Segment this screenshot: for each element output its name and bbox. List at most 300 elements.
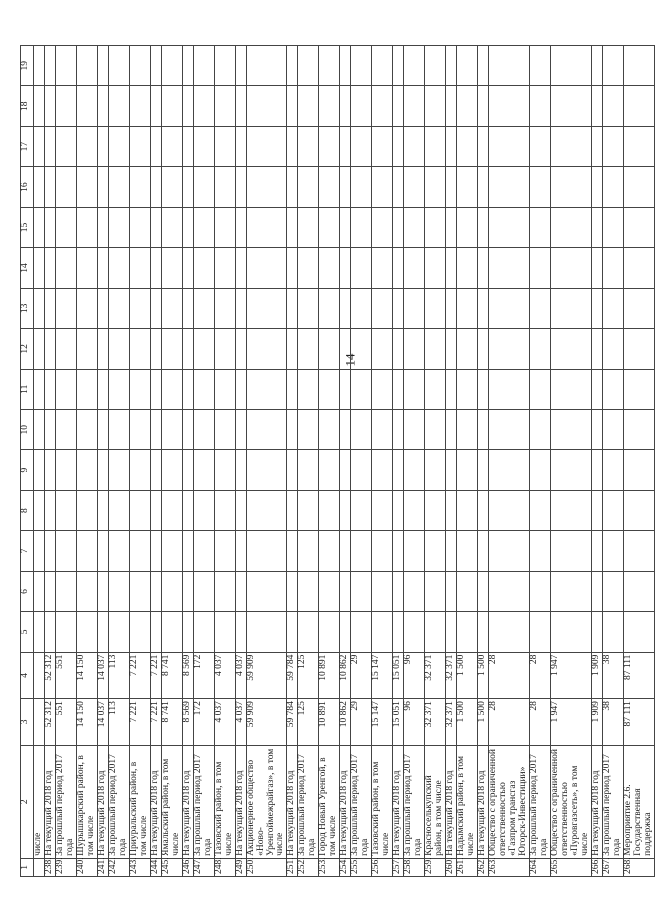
table-row bbox=[591, 46, 602, 877]
empty-cell bbox=[76, 207, 97, 247]
table-row bbox=[287, 46, 298, 877]
empty-cell bbox=[393, 288, 404, 328]
value-col-4-cell: 8 741 bbox=[161, 652, 182, 699]
empty-cell bbox=[235, 490, 246, 530]
value-col-4-cell: 113 bbox=[108, 652, 129, 699]
empty-cell bbox=[76, 46, 97, 86]
empty-cell bbox=[550, 612, 591, 652]
empty-cell bbox=[214, 167, 235, 207]
column-header: 10 bbox=[21, 409, 34, 449]
value-col-4-cell: 32 371 bbox=[446, 652, 457, 699]
empty-cell bbox=[214, 86, 235, 126]
value-col-4-cell: 15 147 bbox=[372, 652, 393, 699]
empty-cell bbox=[489, 531, 530, 571]
row-number-cell: 251. bbox=[287, 858, 298, 876]
empty-cell bbox=[425, 409, 446, 449]
row-name-cell: На текущий 2018 год bbox=[478, 745, 489, 858]
table-row bbox=[56, 46, 77, 877]
table-row bbox=[76, 46, 97, 877]
value-col-3-cell: 10 862 bbox=[340, 699, 351, 746]
empty-cell bbox=[34, 46, 45, 86]
empty-cell bbox=[34, 86, 45, 126]
empty-cell bbox=[623, 46, 654, 86]
empty-cell bbox=[182, 126, 193, 166]
row-number-cell: 260. bbox=[446, 858, 457, 876]
empty-cell bbox=[34, 571, 45, 611]
empty-cell bbox=[425, 126, 446, 166]
empty-cell bbox=[457, 369, 478, 409]
empty-cell bbox=[602, 531, 623, 571]
value-col-3-cell: 125 bbox=[298, 699, 319, 746]
value-col-3-cell: 29 bbox=[351, 699, 372, 746]
empty-cell bbox=[246, 46, 287, 86]
value-col-4-cell: 7 221 bbox=[150, 652, 161, 699]
empty-cell bbox=[76, 571, 97, 611]
empty-cell bbox=[129, 167, 150, 207]
empty-cell bbox=[150, 207, 161, 247]
empty-cell bbox=[623, 126, 654, 166]
value-col-3-cell: 32 371 bbox=[446, 699, 457, 746]
empty-cell bbox=[351, 369, 372, 409]
row-number-cell: 240. bbox=[76, 858, 97, 876]
value-col-3-cell: 52 312 bbox=[45, 699, 56, 746]
empty-cell bbox=[550, 46, 591, 86]
empty-cell bbox=[529, 126, 550, 166]
empty-cell bbox=[446, 288, 457, 328]
empty-cell bbox=[372, 612, 393, 652]
empty-cell bbox=[340, 167, 351, 207]
empty-cell bbox=[591, 531, 602, 571]
empty-cell bbox=[602, 490, 623, 530]
empty-cell bbox=[150, 167, 161, 207]
empty-cell bbox=[623, 531, 654, 571]
empty-cell bbox=[246, 571, 287, 611]
empty-cell bbox=[182, 207, 193, 247]
column-header: 15 bbox=[21, 207, 34, 247]
column-header: 3 bbox=[21, 699, 34, 746]
value-col-4-cell: 14 037 bbox=[97, 652, 108, 699]
empty-cell bbox=[76, 86, 97, 126]
empty-cell bbox=[340, 369, 351, 409]
empty-cell bbox=[529, 248, 550, 288]
value-col-3-cell: 8 569 bbox=[182, 699, 193, 746]
value-col-3-cell: 28 bbox=[529, 699, 550, 746]
empty-cell bbox=[108, 86, 129, 126]
empty-cell bbox=[150, 369, 161, 409]
empty-cell bbox=[287, 450, 298, 490]
empty-cell bbox=[298, 126, 319, 166]
empty-cell bbox=[193, 329, 214, 369]
empty-cell bbox=[591, 207, 602, 247]
value-col-3-cell: 10 891 bbox=[319, 699, 340, 746]
empty-cell bbox=[602, 450, 623, 490]
empty-cell bbox=[129, 86, 150, 126]
empty-cell bbox=[404, 207, 425, 247]
empty-cell bbox=[319, 126, 340, 166]
empty-cell bbox=[298, 248, 319, 288]
empty-cell bbox=[319, 207, 340, 247]
empty-cell bbox=[45, 490, 56, 530]
empty-cell bbox=[623, 450, 654, 490]
empty-cell bbox=[97, 329, 108, 369]
empty-cell bbox=[425, 167, 446, 207]
empty-cell bbox=[108, 490, 129, 530]
table-row bbox=[602, 46, 623, 877]
empty-cell bbox=[97, 207, 108, 247]
empty-cell bbox=[457, 86, 478, 126]
table-row bbox=[457, 46, 478, 877]
row-name-cell: Мероприятие 2.6. Государственная поддержка bbox=[623, 745, 654, 858]
empty-cell bbox=[298, 167, 319, 207]
empty-cell bbox=[298, 288, 319, 328]
row-number-cell: 253. bbox=[319, 858, 340, 876]
empty-cell bbox=[457, 288, 478, 328]
empty-cell bbox=[108, 612, 129, 652]
empty-cell bbox=[372, 490, 393, 530]
empty-cell bbox=[446, 207, 457, 247]
value-col-4-cell: 52 312 bbox=[45, 652, 56, 699]
empty-cell bbox=[287, 571, 298, 611]
empty-cell bbox=[372, 207, 393, 247]
empty-cell bbox=[193, 369, 214, 409]
value-col-3-cell: 38 bbox=[602, 699, 623, 746]
empty-cell bbox=[478, 369, 489, 409]
row-number-cell: 254. bbox=[340, 858, 351, 876]
empty-cell bbox=[56, 248, 77, 288]
value-col-4-cell: 1 500 bbox=[457, 652, 478, 699]
row-name-cell: На текущий 2018 год bbox=[97, 745, 108, 858]
empty-cell bbox=[319, 86, 340, 126]
empty-cell bbox=[489, 126, 530, 166]
empty-cell bbox=[457, 409, 478, 449]
empty-cell bbox=[529, 369, 550, 409]
empty-cell bbox=[550, 288, 591, 328]
empty-cell bbox=[393, 450, 404, 490]
empty-cell bbox=[150, 612, 161, 652]
row-name-cell: Приуральский район, в том числе bbox=[129, 745, 150, 858]
empty-cell bbox=[214, 248, 235, 288]
empty-cell bbox=[457, 450, 478, 490]
empty-cell bbox=[129, 409, 150, 449]
empty-cell bbox=[246, 167, 287, 207]
empty-cell bbox=[161, 369, 182, 409]
empty-cell bbox=[108, 288, 129, 328]
empty-cell bbox=[161, 248, 182, 288]
empty-cell bbox=[246, 409, 287, 449]
row-number-cell: 245. bbox=[161, 858, 182, 876]
empty-cell bbox=[150, 531, 161, 571]
empty-cell bbox=[45, 369, 56, 409]
empty-cell bbox=[457, 612, 478, 652]
empty-cell bbox=[372, 571, 393, 611]
empty-cell bbox=[161, 531, 182, 571]
row-number-cell: 252. bbox=[298, 858, 319, 876]
empty-cell bbox=[393, 207, 404, 247]
empty-cell bbox=[298, 86, 319, 126]
empty-cell bbox=[340, 571, 351, 611]
empty-cell bbox=[457, 531, 478, 571]
value-col-3-cell: 14 037 bbox=[97, 699, 108, 746]
empty-cell bbox=[425, 329, 446, 369]
empty-cell bbox=[529, 329, 550, 369]
empty-cell bbox=[45, 248, 56, 288]
empty-cell bbox=[351, 248, 372, 288]
empty-cell bbox=[45, 612, 56, 652]
column-header: 8 bbox=[21, 490, 34, 530]
empty-cell bbox=[235, 126, 246, 166]
empty-cell bbox=[340, 329, 351, 369]
empty-cell bbox=[235, 369, 246, 409]
empty-cell bbox=[34, 329, 45, 369]
table-row bbox=[45, 46, 56, 877]
empty-cell bbox=[56, 450, 77, 490]
empty-cell bbox=[287, 531, 298, 571]
empty-cell bbox=[425, 571, 446, 611]
table-row bbox=[623, 46, 654, 877]
table-row bbox=[298, 46, 319, 877]
empty-cell bbox=[550, 167, 591, 207]
row-name-cell: За прошлый период 2017 года bbox=[298, 745, 319, 858]
empty-cell bbox=[489, 46, 530, 86]
empty-cell bbox=[340, 288, 351, 328]
empty-cell bbox=[351, 86, 372, 126]
value-col-3-cell: 7 221 bbox=[150, 699, 161, 746]
value-col-3-cell: 14 150 bbox=[76, 699, 97, 746]
table-row bbox=[351, 46, 372, 877]
value-col-4-cell: 1 947 bbox=[550, 652, 591, 699]
table-row bbox=[319, 46, 340, 877]
empty-cell bbox=[214, 126, 235, 166]
empty-cell bbox=[319, 288, 340, 328]
empty-cell bbox=[550, 207, 591, 247]
value-col-4-cell: 96 bbox=[404, 652, 425, 699]
empty-cell bbox=[45, 207, 56, 247]
empty-cell bbox=[287, 612, 298, 652]
empty-cell bbox=[478, 490, 489, 530]
empty-cell bbox=[56, 86, 77, 126]
empty-cell bbox=[97, 46, 108, 86]
empty-cell bbox=[298, 409, 319, 449]
empty-cell bbox=[246, 126, 287, 166]
value-col-4-cell: 125 bbox=[298, 652, 319, 699]
value-col-4-cell: 15 051 bbox=[393, 652, 404, 699]
empty-cell bbox=[404, 409, 425, 449]
empty-cell bbox=[591, 369, 602, 409]
empty-cell bbox=[97, 369, 108, 409]
empty-cell bbox=[298, 531, 319, 571]
column-header: 6 bbox=[21, 571, 34, 611]
empty-cell bbox=[150, 86, 161, 126]
empty-cell bbox=[34, 248, 45, 288]
empty-cell bbox=[404, 288, 425, 328]
value-col-4-cell: 172 bbox=[193, 652, 214, 699]
empty-cell bbox=[287, 288, 298, 328]
empty-cell bbox=[161, 288, 182, 328]
empty-cell bbox=[319, 490, 340, 530]
empty-cell bbox=[298, 207, 319, 247]
empty-cell bbox=[34, 409, 45, 449]
row-name-cell: За прошлый период 2017 года bbox=[529, 745, 550, 858]
empty-cell bbox=[529, 531, 550, 571]
value-col-3-cell: 1 909 bbox=[591, 699, 602, 746]
empty-cell bbox=[623, 86, 654, 126]
empty-cell bbox=[235, 248, 246, 288]
empty-cell bbox=[623, 207, 654, 247]
empty-cell bbox=[351, 450, 372, 490]
empty-cell bbox=[393, 329, 404, 369]
empty-cell bbox=[319, 531, 340, 571]
empty-cell bbox=[214, 46, 235, 86]
empty-cell bbox=[489, 450, 530, 490]
empty-cell bbox=[182, 490, 193, 530]
row-number-cell: 243. bbox=[129, 858, 150, 876]
value-col-4-cell: 28 bbox=[529, 652, 550, 699]
empty-cell bbox=[351, 531, 372, 571]
column-header: 7 bbox=[21, 531, 34, 571]
empty-cell bbox=[45, 450, 56, 490]
empty-cell bbox=[425, 248, 446, 288]
empty-cell bbox=[150, 571, 161, 611]
row-number-cell: 255. bbox=[351, 858, 372, 876]
empty-cell bbox=[550, 571, 591, 611]
empty-cell bbox=[404, 571, 425, 611]
empty-cell bbox=[182, 329, 193, 369]
empty-cell bbox=[193, 207, 214, 247]
column-header: 4 bbox=[21, 652, 34, 699]
row-name-cell: Надымский район, в том числе bbox=[457, 745, 478, 858]
empty-cell bbox=[34, 369, 45, 409]
empty-cell bbox=[182, 612, 193, 652]
empty-cell bbox=[97, 409, 108, 449]
row-name-cell: За прошлый период 2017 года bbox=[56, 745, 77, 858]
empty-cell bbox=[129, 288, 150, 328]
empty-cell bbox=[372, 409, 393, 449]
empty-cell bbox=[193, 248, 214, 288]
value-col-4-cell: 10 891 bbox=[319, 652, 340, 699]
empty-cell bbox=[97, 612, 108, 652]
row-number-cell: 258. bbox=[404, 858, 425, 876]
empty-cell bbox=[478, 248, 489, 288]
empty-cell bbox=[182, 450, 193, 490]
empty-cell bbox=[287, 46, 298, 86]
empty-cell bbox=[529, 571, 550, 611]
empty-cell bbox=[602, 86, 623, 126]
row-name-cell: На текущий 2018 год bbox=[446, 745, 457, 858]
empty-cell bbox=[56, 612, 77, 652]
row-name-cell: Общество с ограниченной ответственностью «Газпром трансгаз Югорск-Инвестиции» bbox=[489, 745, 530, 858]
empty-cell bbox=[404, 531, 425, 571]
empty-cell bbox=[372, 46, 393, 86]
empty-cell bbox=[529, 450, 550, 490]
empty-cell bbox=[76, 490, 97, 530]
empty-cell bbox=[623, 248, 654, 288]
empty-cell bbox=[56, 167, 77, 207]
table-row bbox=[446, 46, 457, 877]
empty-cell bbox=[478, 126, 489, 166]
empty-cell bbox=[489, 571, 530, 611]
empty-cell bbox=[287, 86, 298, 126]
empty-cell bbox=[182, 86, 193, 126]
empty-cell bbox=[351, 126, 372, 166]
empty-cell bbox=[34, 288, 45, 328]
empty-cell bbox=[235, 167, 246, 207]
empty-cell bbox=[489, 329, 530, 369]
row-name-cell: числе bbox=[34, 745, 45, 858]
table-row bbox=[235, 46, 246, 877]
empty-cell bbox=[182, 46, 193, 86]
empty-cell bbox=[457, 207, 478, 247]
empty-cell bbox=[591, 86, 602, 126]
empty-cell bbox=[45, 46, 56, 86]
empty-cell bbox=[372, 167, 393, 207]
empty-cell bbox=[489, 207, 530, 247]
empty-cell bbox=[529, 288, 550, 328]
empty-cell bbox=[150, 329, 161, 369]
value-col-3-cell: 32 371 bbox=[425, 699, 446, 746]
empty-cell bbox=[214, 409, 235, 449]
table-row bbox=[478, 46, 489, 877]
empty-cell bbox=[129, 490, 150, 530]
empty-cell bbox=[97, 86, 108, 126]
value-col-4-cell: 1 909 bbox=[591, 652, 602, 699]
empty-cell bbox=[150, 288, 161, 328]
empty-cell bbox=[351, 167, 372, 207]
table-row bbox=[150, 46, 161, 877]
empty-cell bbox=[161, 571, 182, 611]
empty-cell bbox=[425, 612, 446, 652]
table-row bbox=[161, 46, 182, 877]
table-row bbox=[529, 46, 550, 877]
empty-cell bbox=[478, 571, 489, 611]
value-col-4-cell: 28 bbox=[489, 652, 530, 699]
table-row bbox=[97, 46, 108, 877]
value-col-3-cell: 113 bbox=[108, 699, 129, 746]
empty-cell bbox=[446, 329, 457, 369]
empty-cell bbox=[319, 450, 340, 490]
empty-cell bbox=[161, 167, 182, 207]
empty-cell bbox=[161, 126, 182, 166]
empty-cell bbox=[235, 531, 246, 571]
row-name-cell: На текущий 2018 год bbox=[45, 745, 56, 858]
empty-cell bbox=[108, 126, 129, 166]
empty-cell bbox=[56, 288, 77, 328]
empty-cell bbox=[446, 571, 457, 611]
empty-cell bbox=[457, 248, 478, 288]
empty-cell bbox=[298, 571, 319, 611]
empty-cell bbox=[446, 126, 457, 166]
value-col-3-cell: 1 500 bbox=[478, 699, 489, 746]
empty-cell bbox=[298, 490, 319, 530]
column-header: 19 bbox=[21, 46, 34, 86]
empty-cell bbox=[457, 126, 478, 166]
empty-cell bbox=[214, 369, 235, 409]
empty-cell bbox=[235, 409, 246, 449]
table-row bbox=[108, 46, 129, 877]
empty-cell bbox=[591, 612, 602, 652]
empty-cell bbox=[478, 46, 489, 86]
empty-cell bbox=[529, 86, 550, 126]
empty-cell bbox=[193, 86, 214, 126]
row-name-cell: За прошлый период 2017 года bbox=[404, 745, 425, 858]
empty-cell bbox=[591, 288, 602, 328]
empty-cell bbox=[182, 167, 193, 207]
empty-cell bbox=[246, 329, 287, 369]
row-name-cell: За прошлый период 2017 года bbox=[602, 745, 623, 858]
empty-cell bbox=[287, 126, 298, 166]
empty-cell bbox=[76, 248, 97, 288]
empty-cell bbox=[193, 288, 214, 328]
empty-cell bbox=[529, 167, 550, 207]
